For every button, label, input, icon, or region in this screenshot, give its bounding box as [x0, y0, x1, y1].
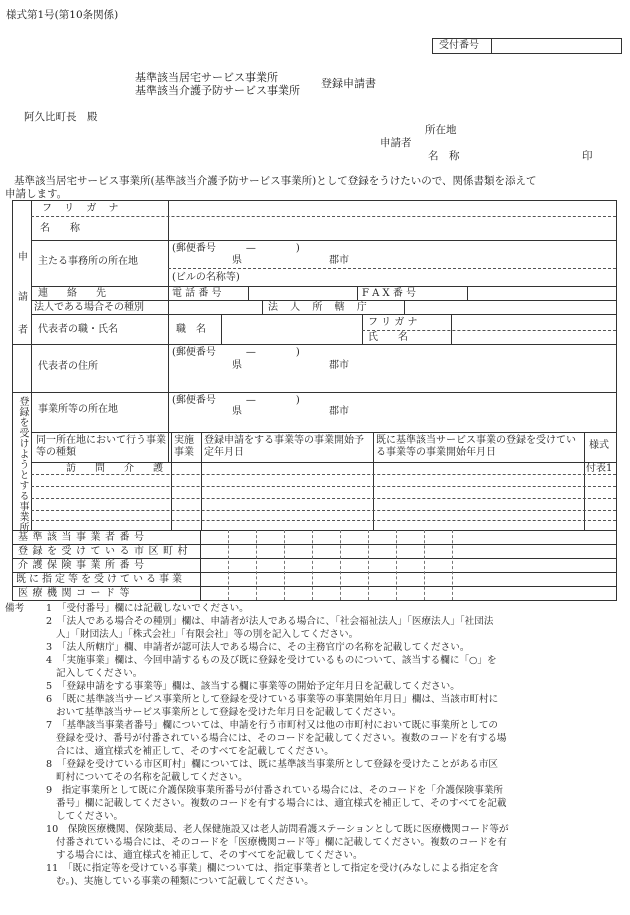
form-number: 様式第1号(第10条関係): [6, 9, 119, 21]
note-line: 9 指定事業所として既に介護保険事業所番号が付番されている場合には、そのコードを「介護保険事業所: [46, 785, 504, 796]
representative-address-label: 代表者の住所: [38, 361, 98, 372]
notes-label: 備考: [5, 603, 25, 614]
office-address-label: 主たる事務所の所在地: [38, 256, 138, 267]
facility-address-label: 事業所等の所在地: [38, 404, 118, 415]
note-line: 11 「既に指定等を受けている事業」欄については、指定事業者として指定を受け(みなしによる指定を含: [46, 863, 499, 874]
home-care-implemented-cell[interactable]: [174, 463, 200, 473]
office-postal: (郵便番号 — ): [172, 243, 300, 254]
note-line: 6 「既に基準該当サービス事業所として登録を受けている事業等の事業開始年月日」欄は、当該市町村に: [46, 694, 499, 705]
row-home-care-form: 付表1: [586, 463, 613, 474]
office-pref: 県: [232, 255, 242, 266]
note-line: 4 「実施事業」欄は、今回申請するもの及び既に登録を受けているものについて、該当する欄に「○」を: [46, 655, 497, 666]
note-line: 7 「基準該当事業者番号」欄については、申請を行う市町村又は他の市町村において既に事業所としての: [46, 720, 499, 731]
office-building: (ビルの名称等): [172, 272, 240, 283]
rep-city: 郡市: [329, 360, 349, 371]
title-line-1: 基準該当居宅サービス事業所: [135, 71, 278, 84]
medical-code-input[interactable]: [203, 588, 613, 599]
position-input[interactable]: [224, 316, 358, 342]
col-start-date: 登録申請をする事業等の事業開始予定年月日: [204, 435, 364, 458]
fax-input[interactable]: [470, 288, 612, 300]
facility-city: 郡市: [329, 406, 349, 417]
note-line: してください。: [56, 811, 124, 822]
facility-postal: (郵便番号 — ): [172, 395, 300, 406]
phone-input[interactable]: [252, 288, 352, 300]
note-line: む。)、実施している事業の種類について記載してください。: [56, 876, 314, 887]
note-line: 付番されている場合には、そのコードを「医療機関コード等」欄に記載してください。複数のコードを有: [56, 837, 507, 848]
applicant-side-2: 請: [18, 292, 28, 303]
applicant-side-1: 申: [18, 252, 28, 263]
furigana-input[interactable]: [172, 204, 612, 214]
rep-name-label: 氏 名: [368, 332, 408, 343]
rep-postal: (郵便番号 — ): [172, 347, 300, 358]
designated-business-label: 既に指定等を受けている事業: [16, 574, 185, 585]
designated-business-input[interactable]: [203, 574, 613, 585]
business-number-input[interactable]: [203, 532, 613, 543]
note-line: 記入してください。: [56, 668, 143, 679]
row-home-care: 訪 問 介 護: [66, 463, 168, 474]
name-label: 名 称: [40, 223, 80, 234]
office-city: 郡市: [329, 255, 349, 266]
note-line: 合には、適宜様式を補正して、そのすべてを記載してください。: [56, 746, 334, 757]
note-line: おいて基準該当サービス事業所として登録を受けた年月日を記載してください。: [56, 707, 402, 718]
note-line: 8 「登録を受けている市区町村」欄については、既に基準該当事業所として登録を受けたことがある市区: [46, 759, 499, 770]
addressee: 阿久比町長 殿: [24, 111, 98, 123]
receipt-number-box: [432, 38, 622, 54]
position-label: 職 名: [176, 324, 206, 335]
rep-pref: 県: [232, 360, 242, 371]
applicant-side-3: 者: [18, 325, 28, 336]
applicant-name-label: 名 称: [428, 150, 460, 162]
corp-type-label: 法人である場合その種別: [34, 302, 144, 313]
receipt-number-label: 受付番号: [439, 40, 479, 51]
intro-line-1: 基準該当居宅サービス事業所(基準該当介護予防サービス事業所)として登録をうけたいので、関係書類を添えて: [14, 175, 537, 187]
title-line-2: 基準該当介護予防サービス事業所: [135, 84, 300, 97]
ltc-number-input[interactable]: [203, 560, 613, 571]
name-input[interactable]: [172, 220, 612, 236]
facility-side-label: 登録を受けようとする事業所: [17, 396, 28, 533]
facility-pref: 県: [232, 406, 242, 417]
medical-code-label: 医療機関コード等: [18, 588, 134, 599]
title-suffix: 登録申請書: [321, 77, 376, 90]
col-implemented: 実施事業: [174, 435, 194, 458]
seal-mark: 印: [582, 150, 593, 162]
col-existing-date: 既に基準該当サービス事業の登録を受けている事業等の事業開始年月日: [376, 435, 576, 458]
note-line: する場合には、適宜様式を補正して、そのすべてを記載してください。: [56, 850, 363, 861]
note-line: 人」「財団法人」「株式会社」「有限会社」等の別を記入してください。: [56, 629, 359, 640]
note-line: 5 「登録申請をする事業等」欄は、該当する欄に事業等の開始予定年月日を記載してください。: [46, 681, 460, 692]
col-form: 様式: [589, 440, 609, 451]
representative-title-label: 代表者の職・氏名: [38, 324, 118, 335]
corp-type-input[interactable]: [172, 302, 258, 314]
business-number-label: 基準該当事業者番号: [18, 532, 149, 543]
applicant-label: 申請者: [380, 137, 412, 149]
note-line: 2 「法人である場合その種別」欄は、申請者が法人である場合に、「社会福祉法人」「医療法人」「社団法: [46, 616, 494, 627]
note-line: 1 「受付番号」欄には記載しないでください。: [46, 603, 249, 614]
ltc-number-label: 介護保険事業所番号: [18, 560, 149, 571]
rep-furigana-label: フ リ ガ ナ: [368, 317, 418, 328]
intro-line-2: 申請します。: [5, 188, 68, 200]
rep-name-input[interactable]: [454, 316, 612, 342]
applicant-address-label: 所在地: [425, 124, 457, 136]
fax-label: F A X 番 号: [362, 288, 416, 299]
municipality-label: 登録を受けている市区町村: [18, 546, 192, 557]
note-line: 登録を受け、番号が付番されている場合には、そのコードを記載してください。複数のコードを有する場: [56, 733, 507, 744]
col-service-types: 同一所在地において行う事業等の種類: [36, 435, 166, 458]
note-line: 10 保険医療機関、保険薬局、老人保健施設又は老人訪問看護ステーションとして既に医療機関コード等が: [46, 824, 509, 835]
note-line: 番号」欄に記載してください。複数のコードを有する場合には、適宜様式を補正して、そのすべてを記載: [56, 798, 507, 809]
corp-authority-input[interactable]: [408, 302, 612, 314]
phone-label: 電 話 番 号: [172, 288, 222, 299]
corp-authority-label: 法 人 所 轄 庁: [268, 302, 372, 313]
note-line: 町村についてその名称を記載してください。: [56, 772, 248, 783]
municipality-input[interactable]: [203, 546, 613, 557]
contact-label: 連 絡 先: [38, 288, 111, 299]
furigana-label: フ リ ガ ナ: [42, 203, 124, 214]
note-line: 3 「法人所轄庁」欄、申請者が認可法人である場合に、その主務官庁の名称を記載してください。: [46, 642, 470, 653]
